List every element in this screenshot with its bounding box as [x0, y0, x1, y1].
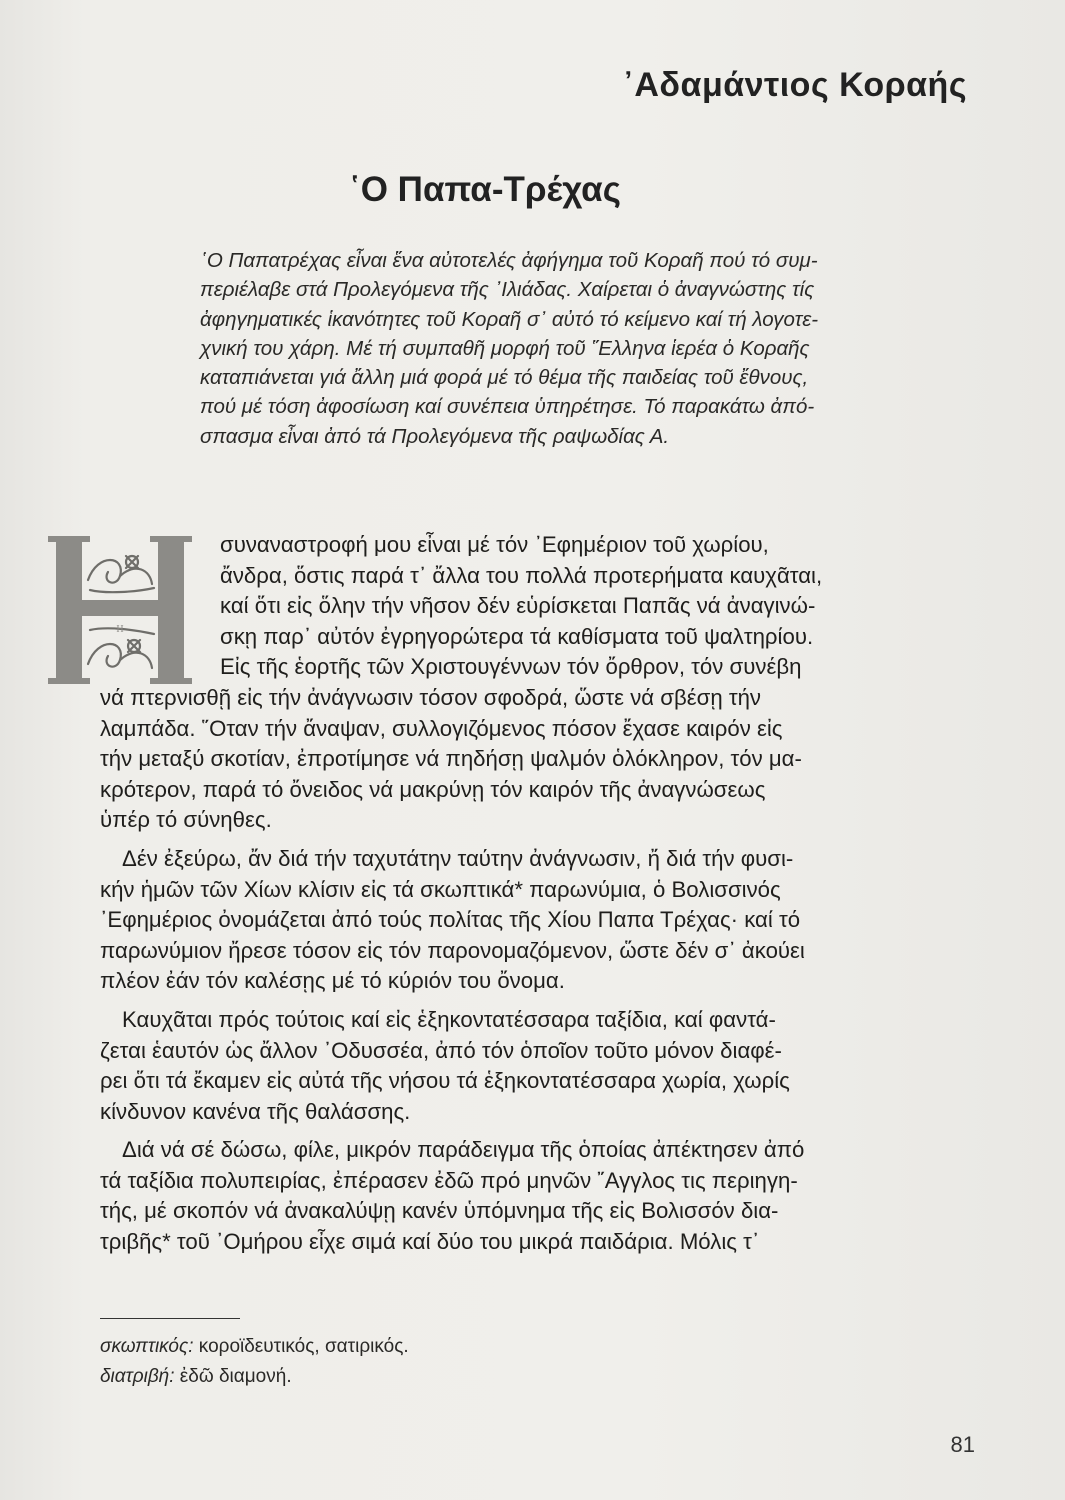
author-heading: ᾿Αδαμάντιος Κοραής — [622, 66, 967, 104]
footnote-term: σκωπτικός: — [100, 1336, 194, 1357]
text-line: Διά νά σέ δώσω, φίλε, μικρόν παράδειγμα τῆς ὁποίας ἀπέκτησεν ἀπό — [122, 1137, 805, 1163]
page-number: 81 — [950, 1432, 975, 1457]
text-line: ζεται ἑαυτόν ὡς ἄλλον ᾿Οδυσσέα, ἀπό τόν ὁποῖον τοῦτο μόνον διαφέ- — [100, 1037, 782, 1063]
intro-line: πού μέ τόση ἀφοσίωση καί συνέπεια ὑπηρέτησε. Τό παρακάτω ἀπό- — [200, 395, 815, 419]
text-line: ρει ὅτι τά ἔκαμεν εἰς αὐτά τῆς νήσου τά ἑξηκοντατέσσαρα χωρία, χωρίς — [100, 1068, 790, 1094]
footnotes — [100, 1332, 800, 1392]
text-line: παρωνύμιον ἤρεσε τόσον εἰς τόν παρονομαζόμενον, ὥστε δέν σ᾿ ἀκούει — [100, 937, 805, 963]
text-line: σκῃ παρ᾿ αὐτόν ἐγρηγορώτερα τά καθίσματα τοῦ ψαλτηρίου. — [220, 623, 814, 649]
text-line: τήν μεταξύ σκοτίαν, ἐπροτίμησε νά πηδήσῃ ψαλμόν ὁλόκληρον, τόν μα- — [100, 746, 802, 772]
text-line: πλέον ἐάν τόν καλέσῃς μέ τό κύριόν του ὄνομα. — [100, 968, 565, 994]
footnote-term: διατριβή: — [100, 1366, 175, 1387]
chapter-title: ῾Ο Παπα-Τρέχας — [349, 170, 621, 209]
text-line: τριβῆς* τοῦ ᾿Ομήρου εἶχε σιμά καί δύο του μικρά παιδάρια. Μόλις τ᾿ — [100, 1229, 760, 1255]
text-line: ὑπέρ τό σύνηθες. — [100, 807, 272, 833]
text-line: Δέν ἐξεύρω, ἄν διά τήν ταχυτάτην ταύτην ἀνάγνωσιν, ἤ διά τήν φυσι- — [122, 845, 794, 871]
text-line: κίνδυνον κανένα τῆς θαλάσσης. — [100, 1098, 411, 1124]
footnote-definition: κοροϊδευτικός, σατιρικός. — [198, 1336, 409, 1357]
intro-line: καταπιάνεται γιά ἄλλη μιά φορά μέ τό θέμα τῆς παιδείας τοῦ ἔθνους, — [200, 366, 809, 390]
intro-line: περιέλαβε στά Προλεγόμενα τῆς ᾿Ιλιάδας. Χαίρεται ὁ ἀναγνώστης τίς — [200, 278, 815, 302]
text-line: κήν ἡμῶν τῶν Χίων κλίσιν εἰς τά σκωπτικά* παρωνύμια, ὁ Βολισσινός — [100, 876, 781, 902]
text-line: τής, μέ σκοπόν νά ἀνακαλύψῃ κανέν ὑπόμνημα τῆς εἰς Βολισσόν δια- — [100, 1198, 779, 1224]
main-text — [100, 530, 976, 1258]
intro-line: χνική του χάρη. Μέ τή συμπαθῆ μορφή τοῦ ῞Ελληνα ἱερέα ὁ Κοραῆς — [200, 336, 810, 360]
footnote-item — [100, 1332, 800, 1362]
text-line: καί ὅτι εἰς ὅλην τήν νῆσον δέν εὑρίσκεται Παπᾶς νά ἀναγινώ- — [220, 593, 816, 619]
intro-line: ἀφηγηματικές ἱκανότητες τοῦ Κοραῆ σ᾿ αὐτό τό κείμενο καί τή λογοτε- — [200, 307, 819, 331]
text-line: ᾿Εφημέριος ὀνομάζεται ἀπό τούς πολίτας τῆς Χίου Παπα Τρέχας· καί τό — [100, 907, 801, 933]
text-line: Καυχᾶται πρός τούτοις καί εἰς ἑξηκοντατέσσαρα ταξίδια, καί φαντά- — [122, 1006, 776, 1032]
text-line: Εἰς τῆς ἑορτῆς τῶν Χριστουγέννων τόν ὄρθρον, τόν συνέβη — [220, 654, 802, 680]
text-line: νά πτερνισθῇ εἰς τήν ἀνάγνωσιν τόσον σφοδρά, ὥστε νά σβέσῃ τήν — [100, 684, 762, 710]
intro-paragraph — [200, 246, 975, 451]
text-line: κρότερον, παρά τό ὄνειδος νά μακρύνῃ τόν καιρόν τῆς ἀναγνώσεως — [100, 776, 766, 802]
text-line: συναναστροφή μου εἶναι μέ τόν ᾿Εφημέριον τοῦ χωρίου, — [220, 532, 769, 557]
text-line: ἄνδρα, ὅστις παρά τ᾿ ἄλλα του πολλά προτερήματα καυχᾶται, — [220, 562, 823, 588]
intro-line: σπασμα εἶναι ἀπό τά Προλεγόμενα τῆς ραψωδίας Α. — [200, 424, 670, 448]
footnote-definition: ἐδῶ διαμονή. — [179, 1366, 292, 1387]
text-line: τά ταξίδια πολυπειρίας, ἐπέρασεν ἐδῶ πρό μηνῶν ῎Αγγλος τις περιηγη- — [100, 1167, 798, 1193]
intro-line: ῾Ο Παπατρέχας εἶναι ἕνα αὐτοτελές ἀφήγημα τοῦ Κοραῆ πού τό συμ- — [200, 249, 818, 272]
dropcap-letter: Η — [116, 624, 124, 635]
footnote-divider — [100, 1318, 240, 1319]
text-line: λαμπάδα. ῞Οταν τήν ἄναψαν, συλλογιζόμενος πόσον ἔχασε καιρόν εἰς — [100, 715, 783, 741]
footnote-item — [100, 1362, 800, 1392]
